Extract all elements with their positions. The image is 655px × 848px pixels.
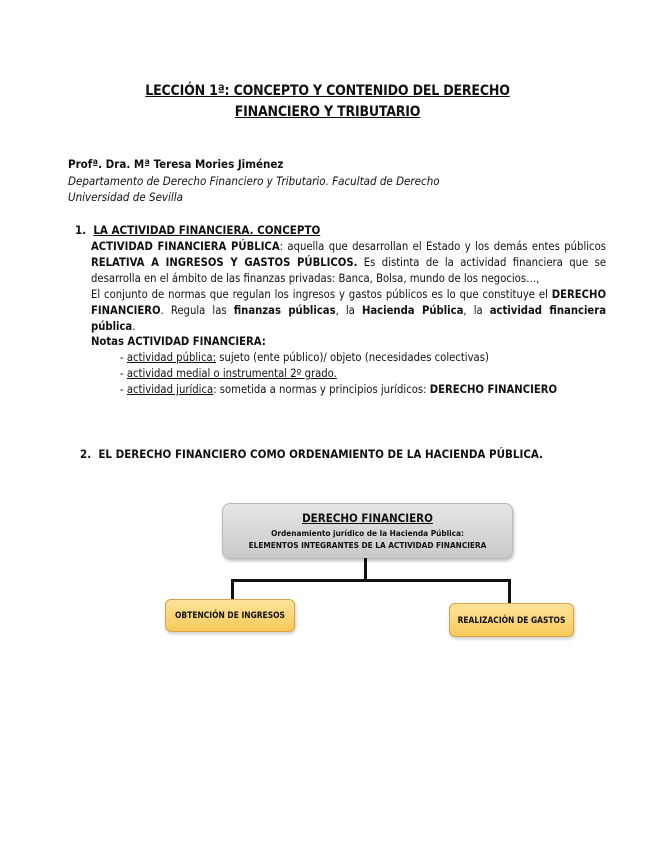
author-department: Departamento de Derecho Financiero y Tributario. Facultad de Derecho — [68, 174, 440, 188]
note-item — [91, 366, 606, 382]
p2-text1: El conjunto de normas que regulan los ingresos y gastos públicos es lo que constituye el — [91, 287, 552, 301]
term-derecho-financiero: DERECHO FINANCIERO — [91, 287, 606, 317]
connector-right — [508, 579, 511, 604]
note1-term: actividad pública: — [126, 351, 217, 365]
p1-text2: Es distinta de la actividad financiera que se desarrolla en el ámbito de las finanzas privadas: Banca, Bolsa, mundo de los negocios…, — [91, 255, 607, 285]
diagram-leaf-ingresos: OBTENCIÓN DE INGRESOS — [165, 599, 295, 632]
note3-text: : sometida a normas y principios jurídicos: — [213, 383, 430, 397]
p2-text5: . — [132, 319, 136, 333]
diagram-root-box — [222, 503, 513, 559]
term-finanzas-publicas: finanzas públicas — [233, 303, 336, 317]
notes-heading: Notas ACTIVIDAD FINANCIERA: — [91, 335, 266, 349]
lesson-title-line1: LECCIÓN 1ª: CONCEPTO Y CONTENIDO DEL DERECHO — [145, 83, 510, 99]
connector-horizontal — [231, 579, 511, 582]
section1-number: 1. — [75, 223, 87, 237]
p2-text2: . Regula las — [160, 303, 234, 317]
lesson-title-line2: FINANCIERO Y TRIBUTARIO — [234, 104, 421, 120]
diagram-leaf-gastos: REALIZACIÓN DE GASTOS — [449, 603, 574, 637]
section1-heading — [75, 223, 320, 237]
section2-title: EL DERECHO FINANCIERO COMO ORDENAMIENTO DE LA HACIENDA PÚBLICA. — [98, 447, 544, 461]
section2-heading — [80, 447, 543, 461]
note1-text: sujeto (ente público)/ objeto (necesidades colectivas) — [216, 351, 489, 365]
note-dash: - — [120, 367, 127, 381]
note3-bold: DERECHO FINANCIERO — [429, 383, 558, 397]
note-item — [91, 382, 606, 398]
section1-paragraph1 — [91, 239, 606, 287]
diagram-root-sub2: ELEMENTOS INTEGRANTES DE LA ACTIVIDAD FINANCIERA — [248, 540, 487, 550]
section2-number: 2. — [80, 447, 92, 461]
note-dash: - — [120, 351, 127, 365]
section1-title: LA ACTIVIDAD FINANCIERA. CONCEPTO — [93, 223, 321, 237]
section1-paragraph2 — [91, 287, 606, 335]
diagram-root-title: DERECHO FINANCIERO — [302, 511, 433, 525]
connector-left — [231, 579, 234, 600]
term-actividad-financiera: actividad financiera pública — [91, 303, 606, 333]
term-actividad-financiera-publica: ACTIVIDAD FINANCIERA PÚBLICA — [91, 240, 280, 253]
connector-stem — [364, 558, 367, 580]
author-university: Universidad de Sevilla — [68, 190, 184, 204]
note3-term: actividad jurídica — [126, 383, 214, 397]
diagram-root-sub1: Ordenamiento jurídico de la Hacienda Pública: — [271, 528, 464, 538]
p2-text3: , la — [335, 303, 362, 317]
note-item — [91, 350, 606, 366]
p1-text1: : aquella que desarrollan el Estado y los demás entes públicos — [279, 240, 606, 253]
term-hacienda-publica: Hacienda Pública — [361, 303, 464, 317]
note2-term: actividad medial o instrumental 2º grado. — [126, 367, 337, 381]
note-dash: - — [120, 383, 127, 397]
author-name: Profª. Dra. Mª Teresa Mories Jiménez — [68, 157, 284, 171]
p2-text4: , la — [463, 303, 490, 317]
term-ingresos-gastos: RELATIVA A INGRESOS Y GASTOS PÚBLICOS. — [91, 255, 358, 269]
section1-body — [91, 239, 606, 398]
